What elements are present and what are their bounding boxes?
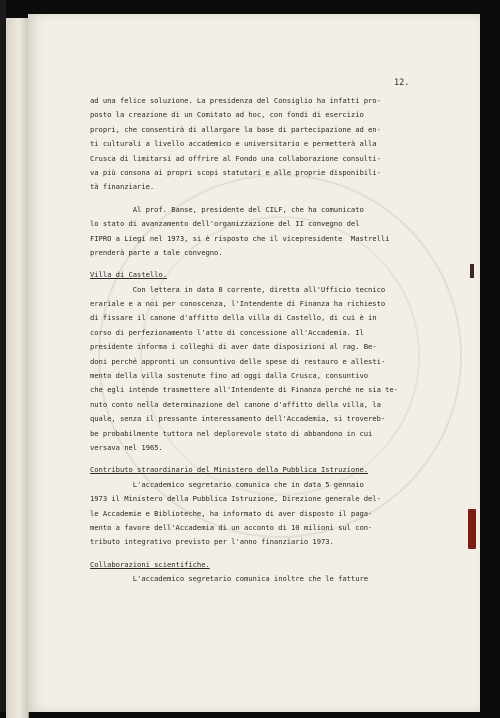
text-line: le Accademie e Biblioteche, ha informato di aver disposto il paga- [90, 508, 373, 518]
text-line: versava nel 1965. [90, 442, 163, 452]
text-line: mento a favore dell'Accademia di un acconto di 10 milioni sul con- [90, 522, 373, 532]
text-line: presidente informa i colleghi di aver date disposizioni al rag. Be- [90, 342, 377, 352]
text-line: mento della villa sostenute fino ad oggi dalla Crusca, consuntivo [90, 371, 369, 381]
paragraph-gap [90, 550, 420, 558]
bookmark-ribbon [468, 509, 476, 549]
text-line: erariale e a noi per conoscenza, l'Intendente di Finanza ha richiesto [90, 299, 386, 309]
text-line: corso di perfezionamento l'atto di concessione all'Accademia. Il [90, 327, 364, 337]
text-line: va più consona ai propri scopi statutari e alle proprie disponibili- [90, 167, 381, 177]
text-line: di fissare il canone d'affitto della villa di Castello, di cui è in [90, 313, 377, 323]
text-line: L'accademico segretario comunica che in data 5 gennaio [90, 479, 364, 489]
text-line: 1973 il Ministero della Pubblica Istruzione, Direzione generale del- [90, 494, 381, 504]
text-line: Al prof. Banse, presidente del CILF, che ha comunicato [90, 204, 364, 214]
text-line: prenderà parte a tale convegno. [90, 247, 223, 257]
page-number: 12. [394, 78, 410, 88]
text-line: lo stato di avanzamento dell'organizzazione del II convegno del [90, 219, 360, 229]
text-line: nuto conto nella determinazione del canone d'affitto della villa, la [90, 399, 381, 409]
text-line: ad una felice soluzione. La presidenza del Consiglio ha infatti pro- [90, 96, 381, 105]
text-line: Crusca di limitarsi ad offrire al Fondo una collaborazione consulti- [90, 153, 381, 163]
text-line: tributo integrativo previsto per l'anno finanziario 1973. [90, 537, 334, 547]
text-line: tà finanziarie. [90, 182, 155, 192]
text-line: doni perché appronti un consuntivo delle spese di restauro e allesti- [90, 356, 386, 366]
text-line: posto la creazione di un Comitato ad hoc, con fondi di esercizio [90, 110, 364, 120]
document-body [90, 94, 420, 587]
text-line: Con lettera in data 8 corrente, diretta all'Ufficio tecnico [90, 284, 386, 294]
page-tab-marker [470, 264, 474, 278]
text-line: quale, senza il pressante interessamento dell'Accademia, si trovereb- [90, 414, 386, 424]
section-title: Villa di Castello. [90, 270, 167, 280]
text-line: ti culturali a livello accademico e universitario e permetterà alla [90, 139, 377, 149]
section-title: Contributo straordinario del Ministero della Pubblica Istruzione. [90, 465, 369, 475]
text-line: propri, che consentirà di allargare la base di partecipazione ad en- [90, 124, 381, 134]
page-edge [6, 18, 29, 718]
text-line: be probabilmente tuttora nel deplorevole stato di abbandono in cui [90, 428, 373, 438]
paragraph-gap [90, 195, 420, 203]
paragraph-gap [90, 455, 420, 463]
text-line: FIPRO a Liegi nel 1973, si è risposto che il vicepresidente Mastrelli [90, 233, 390, 243]
text-line: L'accademico segretario comunica inoltre che le fatture [90, 574, 369, 584]
section-title: Collaborazioni scientifiche. [90, 559, 210, 569]
text-line: che egli intende trasmettere all'Intendente di Finanza perché ne sia te- [90, 385, 398, 395]
paragraph-gap [90, 260, 420, 268]
